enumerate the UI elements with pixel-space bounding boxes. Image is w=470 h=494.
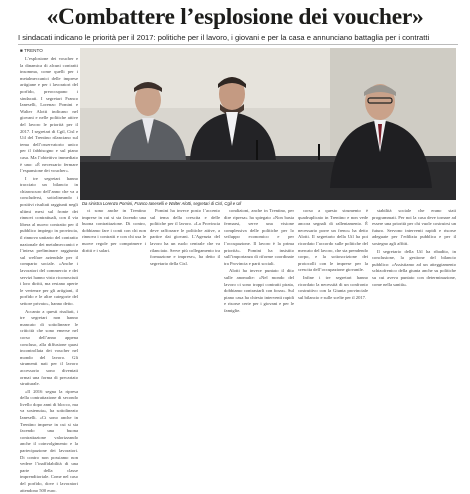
paragraph: Il segretario della Uil ha ribadito, in conclusione, la gestione del bilancio pubblico: «Assistiamo ad un atteggiamento schizofrenico della giunta anche su politiche su cui aveva puntato con determinazione, come nella sanità». (372, 248, 456, 287)
text-column-5 (298, 208, 368, 468)
paragraph: stabilità sociale che erano stati programmati. Per noi la casa deve tornare ad essere una priorità per chi vuole costruirsi un futuro. Servono interventi rapidi e risorse adeguate per l’edilizia pubblica e per il sostegno agli affitti. (372, 208, 456, 246)
article-headline: «Combattere l’esplosione dei voucher» (46, 4, 424, 30)
divider (18, 44, 458, 45)
paragraph: ci sono anche in Trentino imprese in cui si sta facendo una buona contrattazione. Di contro, dobbiamo fare i conti con chi non rinnova i contratti e con chi usa le nuove regole per comprimere i diritti e i salari. (82, 208, 146, 253)
text-column-4 (224, 208, 294, 468)
article-subhead: I sindacati indicano le priorità per il 2017: politiche per il lavoro, i giovani e per la casa e annunciano battaglia per i contratti (18, 33, 430, 42)
paragraph: Accanto a questi risultati, i tre segretari non hanno mancato di sottolineare le criticità che sono emerse nel corso dell’anno appena concluso, alla diffusione quasi incontrollata dei voucher nel mondo del lavoro. Gli strumenti nati per il lavoro accessorio sono diventati ormai una forma di precariato strutturale. (20, 308, 78, 387)
paragraph: Pomini ha invece posto l’accento sul tema della crescita e delle politiche per il lavoro. «La Provincia deve rafforzare le politiche attive, a partire dai giovani. L’Agenzia del lavoro ha un ruolo centrale che va rilanciato. Serve più collegamento tra formazione e imprese», ha detto il segretario della Cisl. (150, 208, 220, 266)
text-column-2 (82, 208, 146, 468)
dateline: ■ TRENTO (20, 48, 43, 53)
paragraph: L’esplosione dei voucher e la dinamica di alcuni contratti insomma, come quelli per i metalmeccanici delle imprese artigiane e per i lavoratori del porfido, preoccupano i sindacati. I segretari Franco Ianeselli, Lorenzo Pomini e Walter Alotti indicano nel giovani e nelle politiche attive del lavoro le priorità per il 2017. I segretari di Cgil, Cisl e Uil del Trentino rilanciano sul tema dell’osservatorio unico per il fabbisogno e sul piano casa. Ma l’obiettivo immediato è uno: «È necessario fermare l’espansione dei voucher». (20, 56, 78, 174)
article-photo (80, 48, 456, 200)
text-column-1 (20, 56, 78, 493)
text-column-3 (150, 208, 220, 468)
photo-illustration (80, 48, 456, 200)
photo-caption: Da sinistra Lorenzo Pomini, Franco Ianeselli e Walter Alotti, segretari di Cisl, Cgil e Uil (82, 201, 242, 206)
paragraph: Alotti ha invece puntato il dito sulle anomalie: «Nel mondo del lavoro ci sono troppi contratti pirata, dobbiamo contrastarli con forza». Sul piano casa ha chiesto interventi rapidi e risorse certe per i giovani e per le famiglie. (224, 268, 294, 313)
paragraph: corso a questo strumento è quadruplicato in Trentino e non vede ancora segnali di rallentamento. È necessario porre un freno» ha detto Alotti. Il segretario della Uil ha poi ricordato l’accordo sulle politiche del mercato del lavoro, che sta prendendo corpo, e la sottoscrizione dei protocolli con le imprese per la crescita dell’occupazione giovanile. (298, 208, 368, 273)
paragraph: I tre segretari hanno tracciato un bilancio in chiaroscuro dell’anno che va a concludersi, sottolineando i positivi risultati raggiunti negli ultimi mesi sul fronte dei rinnovi contrattuali, con il via libera al nuovo contratto per il pubblico impiego in provincia, il rinnovo unitario del contratto nazionale dei metalmeccanici e l’intesa preliminare raggiunta sul welfare aziendale per il comparto sociale. «Anche i lavoratori del commercio e dei servizi hanno visto riconosciuti i loro diritti, ma restano aperte le vertenze per gli artigiani, il porfido e le altre categorie del settore privato», hanno detto. (20, 175, 78, 306)
text-column-6 (372, 208, 456, 468)
paragraph: Infine i tre segretari hanno ricordato la necessità di un confronto costruttivo con la Giunta provinciale sul bilancio e sulle scelte per il 2017. (298, 274, 368, 300)
paragraph: «Il 2016 segna la ripresa della contrattazione di secondo livello dopo anni di blocco, ma va sostenuta», ha sottolineato Ianeselli. «Ci sono anche in Trentino imprese in cui si sta facendo una buona contrattazione valorizzando anche il coinvolgimento e la partecipazione dei lavoratori. Di contro non possiamo non vedere l’inaffidabilità di una parte della classe imprenditoriale. Come nel caso del porfido, dove i lavoratori attendono 500 euro. (20, 388, 78, 493)
paragraph: condizioni, anche in Trentino, per dire ripresa» ha spiegato «Non basta fermarsi, serve una visione complessiva delle politiche per lo sviluppo economico e per l’occupazione. Il lavoro è la prima priorità». Pomini ha insistito sull’importanza di riforme coordinate tra Provincia e parti sociali. (224, 208, 294, 266)
